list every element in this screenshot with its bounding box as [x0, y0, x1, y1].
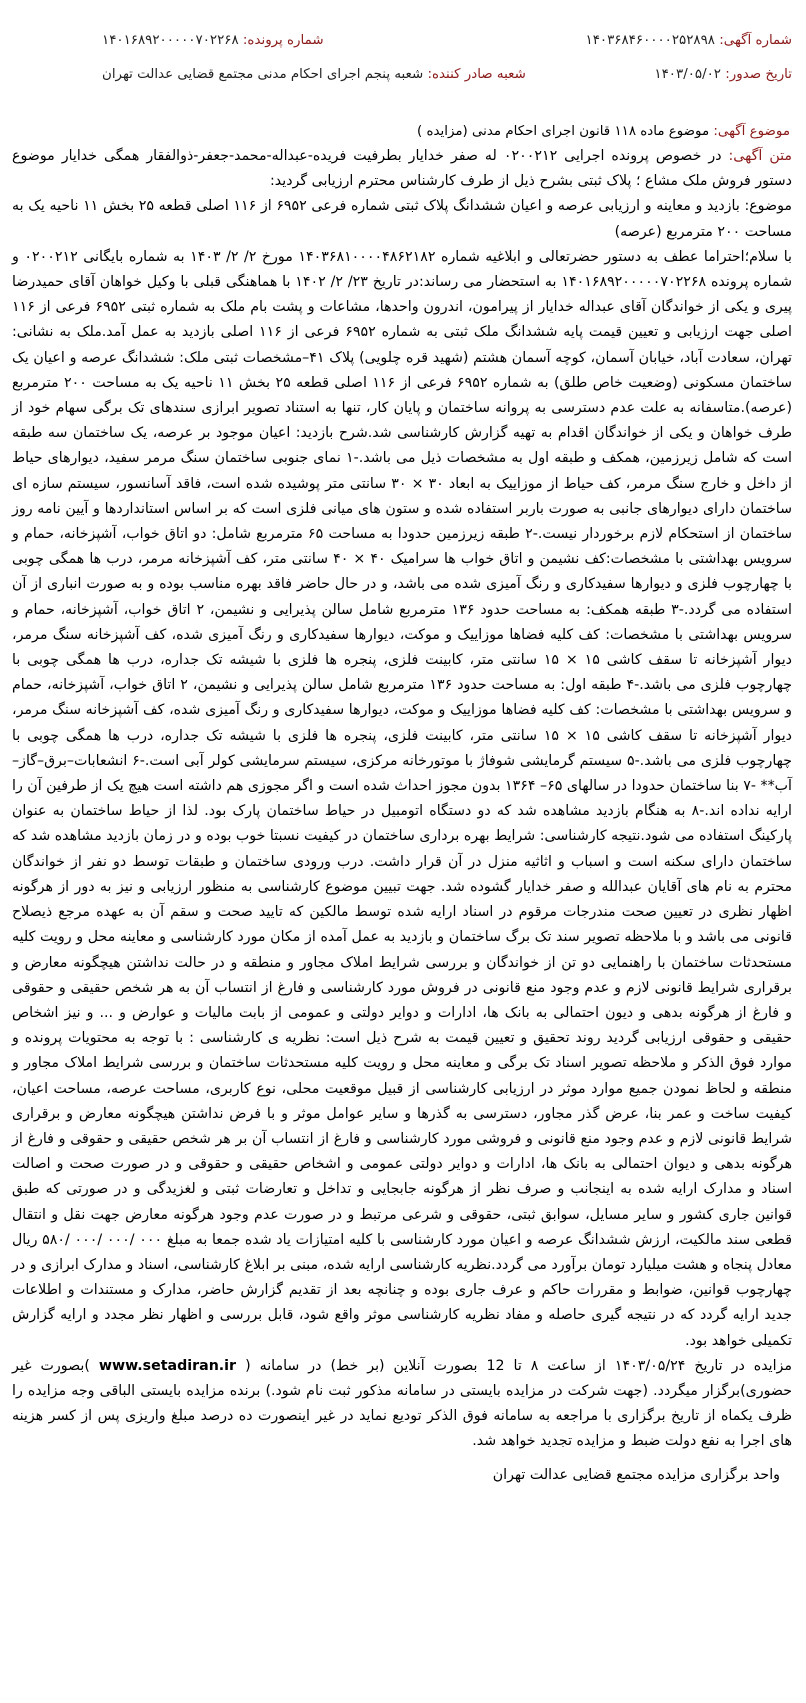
- issuing-branch: [12, 58, 526, 92]
- issue-date-value: ۱۴۰۳/۰۵/۰۲: [654, 67, 721, 82]
- header-row-2: [12, 58, 792, 92]
- issue-date-label: تاریخ صدور:: [725, 67, 792, 82]
- subject-text: موضوع ماده ۱۱۸ قانون اجرای احکام مدنی (مزایده ): [417, 124, 710, 139]
- issuing-branch-value: شعبه پنجم اجرای احکام مدنی مجتمع قضایی عدالت تهران: [102, 67, 424, 82]
- expert-report: با سلام؛احتراما عطف به دستور حضرتعالی و ابلاغیه شماره ۱۴۰۳۶۸۱۰۰۰۰۴۸۶۲۱۸۲ مورخ ۲/ ۲/ ۱۴۰۳ به شماره بایگانی ۰۲۰۰۲۱۲ و شماره پرونده ۱۴۰۱۶۸۹۲۰۰۰۰۰۷۰۲۲۶۸ به استحضار می رساند:در تاریخ ۲۳/ ۲/ ۱۴۰۲ با هماهنگی قبلی با وکیل خواهان آقای حمیدرضا پیری و یکی از خواندگان آقای عبداله خدایار از پیرامون، اندرون واحدها، مشاعات و پشت بام ملک به شماره ثبتی ۶۹۵۲ فرعی از ۱۱۶ اصلی جهت ارزیابی و تعیین قیمت پایه ششدانگ ملک ثبتی به شماره ۶۹۵۲ فرعی از ۱۱۶ اصلی بازدید به عمل آمد.ملک به نشانی: تهران، سعادت آباد، خیابان آسمان، کوچه آسمان هشتم (شهید قره چلویی) پلاک ۴۱–مشخصات ثبتی ملک: ششدانگ عرصه و اعیان یک ساختمان مسکونی (وضعیت خاص طلق) به شماره ۶۹۵۲ فرعی از ۱۱۶ اصلی قطعه ۲۵ بخش ۱۱ ناحیه یک به مساحت ۲۰۰ مترمربع (عرصه).متاسفانه به علت عدم دسترسی به پروانه ساختمان و پایان کار، تنها به استناد تصویر ابرازی سندهای تک برگی سهام خود از طرف خواهان و یکی از خواندگان اقدام به تهیه گزارش کارشناسی شد.شرح بازدید: اعیان موجود بر عرصه، یک ساختمان سه طبقه است که شامل زیرزمین، همکف و طبقه اول به مشخصات ذیل می باشد.-۱ نمای جنوبی ساختمان سنگ مرمر سفید، دیوارهای حیاط از داخل و خارج سنگ مرمر، کف حیاط از موزاییک به ابعاد ۳۰ × ۳۰ سانتی متر پوشیده شده است، فاقد آسانسور، سیستم سازه ای ساختمان دارای دیوارهای جانبی به صورت باربر استفاده شده و ستون های میانی فلزی است که بر اساس استانداردها و آیین نامه روز ساختمان از استحکام لازم برخوردار نیست.-۲ طبقه زیرزمین حدودا به مساحت ۶۵ مترمربع شامل: دو اتاق خواب، آشپزخانه، حمام و سرویس بهداشتی با مشخصات:کف نشیمن و اتاق خواب ها سرامیک ۴۰ × ۴۰ سانتی متر، کف آشپزخانه مرمر، درب ها همگی چوبی با چهارچوب فلزی و دیوارها سفیدکاری و رنگ آمیزی شده می باشد، و در حال حاضر فاقد بهره مناسب بوده و به صورت انباری از آن استفاده می گردد.-۳ طبقه همکف: به مساحت حدود ۱۳۶ مترمربع شامل سالن پذیرایی و نشیمن، ۲ اتاق خواب، آشپزخانه، حمام و سرویس بهداشتی با مشخصات: کف کلیه فضاها موزاییک و موکت، دیوارها سفیدکاری و رنگ آمیزی شده، کف آشپزخانه سنگ مرمر، دیوار آشپزخانه تا سقف کاشی ۱۵ × ۱۵ سانتی متر، کابینت فلزی، پنجره ها فلزی با شیشه تک جداره، درب ها همگی چوبی با چهارچوب فلزی می باشد.-۴ طبقه اول: به مساحت حدود ۱۳۶ مترمربع شامل سالن پذیرایی و نشیمن، ۲ اتاق خواب، آشپزخانه، حمام و سرویس بهداشتی با مشخصات: کف کلیه فضاها موزاییک و موکت، دیوارها سفیدکاری و رنگ آمیزی شده، کف آشپزخانه سنگ مرمر، دیوار آشپزخانه تا سقف کاشی ۱۵ × ۱۵ سانتی متر، کابینت فلزی، پنجره ها فلزی با شیشه تک جداره، درب ها همگی چوبی با چهارچوب فلزی می باشد.-۵ سیستم گرمایشی شوفاژ با موتورخانه مرکزی، سیستم سرمایشی کولر آبی است.-۶ انشعابات–برق–گاز–آب** -۷ بنا ساختمان حدودا در سالهای ۶۵– ۱۳۶۴ بدون مجوز احداث شده است و اگر مجوزی هم داشته است هیچ یک از طرفین آن را ارایه نداده اند.-۸ به هنگام بازدید مشاهده شد که دو دستگاه اتومبیل در حیاط ساختمان پارک بود. لذا از حیاط ساختمان به عنوان پارکینگ استفاده می شود.نتیجه کارشناسی: شرایط بهره برداری ساختمان در کیفیت نسبتا خوب بوده و در زمان بازدید مشاهده شد که ساختمان دارای سکنه است و اسباب و اثاثیه منزل در آن قرار داشت. درب ورودی ساختمان و طبقات توسط دو نفر از خواندگان محترم به نام های آقایان عبدالله و صفر خدایار گشوده شد. جهت تبیین موضوع کارشناسی به منظور ارزیابی و نیز به دور از هرگونه اظهار نظری در تعیین صحت مندرجات مرقوم در اسناد ارایه شده توسط مالکین که تایید صحت و سقم آن به عهده مرجع ذیصلاح قانونی می باشد و با ملاحظه تصویر سند تک برگ ساختمان و بازدید به عمل آمده از مکان مورد کارشناسی و معاینه محل و رویت کلیه مستحدثات ساختمان با راهنمایی دو تن از خواندگان و بررسی شرایط املاک مجاور و منطقه و در حالت نداشتن هیچگونه معارض و برقراری شرایط قانونی لازم و عدم وجود منع قانونی در فروش مورد کارشناسی و فارغ از انتساب آن به هر شخص حقیقی و حقوقی و فارغ از هرگونه بدهی و دیون احتمالی به بانک ها، ادارات و دوایر دولتی و عمومی از بابت مالیات و عوارض و ... و نیز اشخاص حقیقی و حقوقی ارزیابی گردید روند تحقیق و تعیین قیمت به شرح ذیل است: نظریه ی کارشناسی : با توجه به محتویات پرونده و موارد فوق الذکر و ملاحظه تصویر اسناد تک برگی و معاینه محل و رویت کلیه مستحدثات ساختمان و بررسی شرایط املاک مجاور و منطقه و لحاظ نمودن جمیع موارد موثر در ارزیابی کارشناسی از قبیل موقعیت محلی، نوع کاربری، مساحت عرصه، مساحت اعیان، کیفیت ساخت و عمر بنا، عرض گذر مجاور، دسترسی به گذرها و سایر عوامل موثر و با فرض نداشتن هیچگونه معارض و برقراری شرایط قانونی لازم و عدم وجود منع قانونی و فروشی مورد کارشناسی و فارغ از انتساب آن بر هر شخص حقیقی و حقوقی و فارغ از هرگونه بدهی و دیوان احتمالی به بانک ها، ادارات و دوایر دولتی عمومی و اشخاص حقیقی و حقوقی و در صورت صحت و اصالت اسناد و مدارک ارایه شده به اینجانب و صرف نظر از هرگونه جابجایی و تداخل و تعارضات ثبتی و لغزیدگی و در صورتی که طبق قوانین جاری کشور و سایر مسایل، سوابق ثبتی، حقوقی و شرعی مرتبط و در صورت عدم وجود هرگونه معارض جهت نقل و انتقال قطعی سند مالکیت، ارزش ششدانگ عرصه و اعیان مورد کارشناسی با کلیه امتیازات یاد شده جمعا به مبلغ ۰۰۰ /۰۰۰ /۰۰۰ /۵۸۰ ریال معادل پنجاه و هشت میلیارد تومان برآورد می گردد.نظریه کارشناسی ارایه شده، مبنی بر ابلاغ کارشناسی، اسناد و مدارک ابرازی و در چهارچوب قوانین، ضوابط و مقررات حاکم و عرف جاری بوده و چنانچه بعد از تقدیم گزارش حاضر، مدارک و مستندات و اطلاعات جدید ارایه گردد که در نتیجه گیری حاصله و مفاد نظریه کارشناسی موثر واقع شود، قابل بررسی و اظهار نظر مجدد و ارایه گزارش تکمیلی خواهد بود.: [12, 248, 793, 1349]
- issuer-signature: واحد برگزاری مزایده مجتمع قضایی عدالت تهران: [492, 1466, 780, 1483]
- body-topic: موضوع: بازدید و معاینه و ارزیابی عرصه و اعیان ششدانگ پلاک ثبتی شماره فرعی ۶۹۵۲ از ۱۱۶ اصلی قطعه ۲۵ بخش ۱۱ ناحیه یک به مساحت ۲۰۰ مترمربع (عرصه): [12, 198, 792, 240]
- auction-text-end: )بصورت غیر حضوری)برگزار میگردد. (جهت شرکت در مزایده بایستی در سامانه مذکور ثبت نام شود.) برنده مزایده بایستی الباقی وجه مزایده را ظرف یکماه از تاریخ برگزاری با مراجعه به سامانه فوق الذکر تودیع نماید در غیر اینصورت ده درصد مبلغ واریزی پس از کسر هزینه های اجرا به نفع دولت ضبط و مزایده تجدید خواهد شد.: [12, 1357, 792, 1450]
- notice-number-value: ۱۴۰۳۶۸۴۶۰۰۰۰۲۵۲۸۹۸: [585, 33, 715, 48]
- auction-text-start: مزایده در تاریخ ۱۴۰۳/۰۵/۲۴ از ساعت ۸ تا 12 بصورت آنلاین (بر خط) در سامانه (: [245, 1357, 792, 1374]
- issue-date: [654, 58, 792, 92]
- notice-subject: [12, 120, 792, 144]
- header-row-1: [12, 24, 792, 58]
- subject-label: موضوع آگهی:: [713, 124, 790, 139]
- auction-details: [12, 1354, 792, 1455]
- notice-body: [12, 144, 792, 1455]
- notice-number-label: شماره آگهی:: [719, 33, 792, 48]
- case-number-label: شماره پرونده:: [242, 33, 324, 48]
- case-number: [12, 24, 324, 58]
- case-number-value: ۱۴۰۱۶۸۹۲۰۰۰۰۰۷۰۲۲۶۸: [102, 33, 239, 48]
- notice-number: [586, 24, 792, 58]
- auction-website-link[interactable]: www.setadiran.ir: [98, 1357, 237, 1374]
- body-label: متن آگهی:: [728, 148, 793, 164]
- body-intro-text: در خصوص پرونده اجرایی ۰۲۰۰۲۱۲ له صفر خدایار بطرفیت فریده-عبداله-محمد-جعفر-ذوالفقار همگی خدایار موضوع دستور فروش ملک مشاع ؛ پلاک ثبتی بشرح ذیل از طرف کارشناس محترم ارزیابی گردید:: [12, 148, 792, 190]
- issuing-branch-label: شعبه صادر کننده:: [427, 67, 526, 82]
- body-intro: [12, 144, 792, 194]
